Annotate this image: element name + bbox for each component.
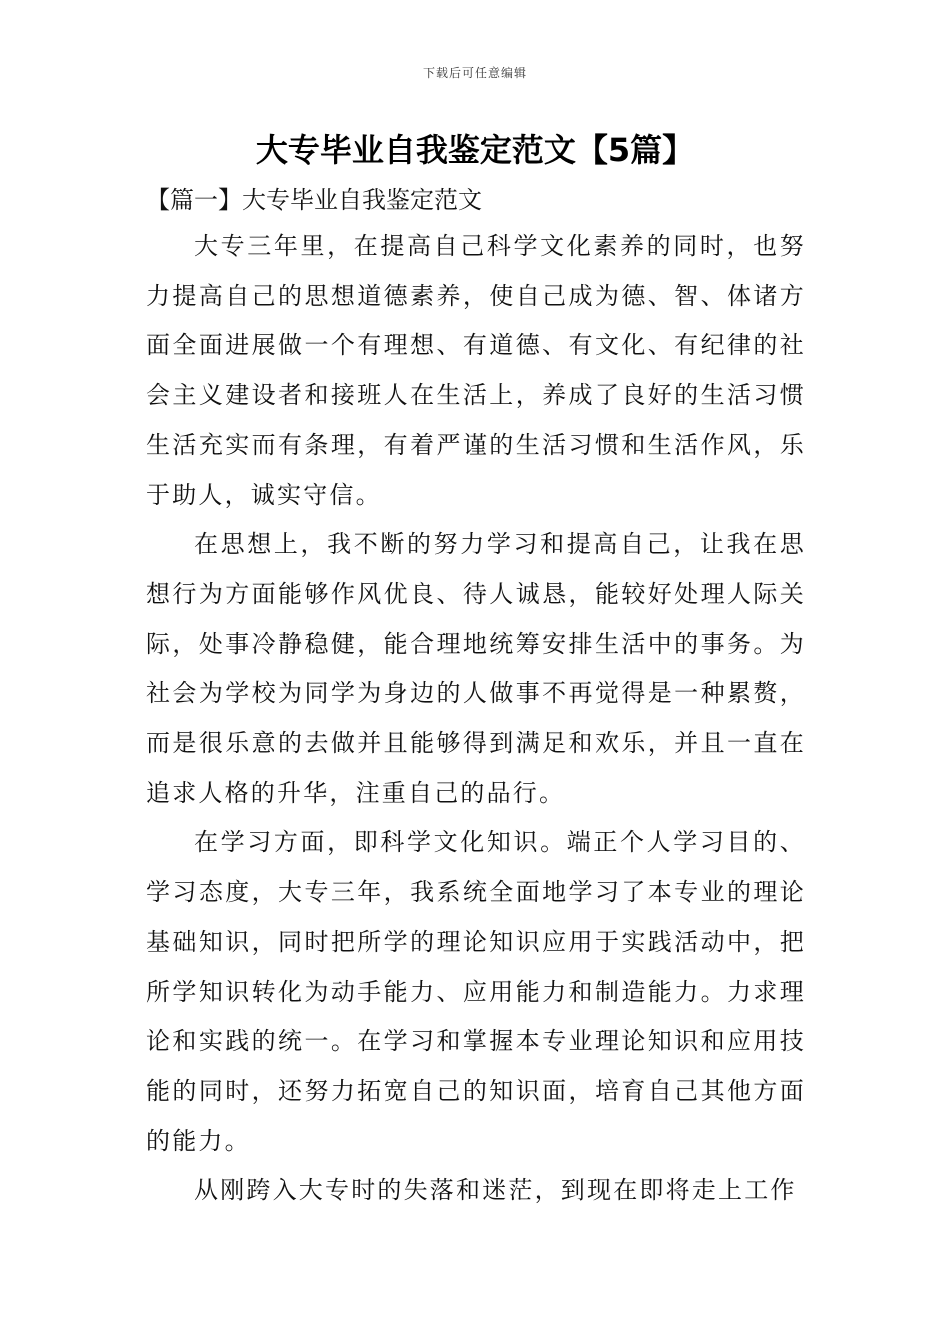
section-heading: 【篇一】大专毕业自我鉴定范文 (146, 186, 482, 214)
paragraph-3: 在学习方面，即科学文化知识。端正个人学习目的、学习态度，大专三年，我系统全面地学习了本专业的理论基础知识，同时把所学的理论知识应用于实践活动中，把所学知识转化为动手能力、应用能力和制造能力。力求理论和实践的统一。在学习和掌握本专业理论知识和应用技能的同时，还努力拓宽自己的知识面，培育自己其他方面的能力。 (146, 828, 806, 1155)
paragraph-4: 从刚跨入大专时的失落和迷茫，到现在即将走上工作 (194, 1176, 797, 1205)
paragraph-2: 在思想上，我不断的努力学习和提高自己，让我在思想行为方面能够作风优良、待人诚恳，能较好处理人际关际，处事冷静稳健，能合理地统筹安排生活中的事务。为社会为学校为同学为身边的人做事不再觉得是一种累赘，而是很乐意的去做并且能够得到满足和欢乐，并且一直在追求人格的升华，注重自己的品行。 (146, 530, 806, 807)
paragraph-1: 大专三年里，在提高自己科学文化素养的同时，也努力提高自己的思想道德素养，使自己成为德、智、体诸方面全面进展做一个有理想、有道德、有文化、有纪律的社会主义建设者和接班人在生活上，养成了良好的生活习惯生活充实而有条理，有着严谨的生活习惯和生活作风，乐于助人，诚实守信。 (146, 232, 806, 509)
header-note: 下载后可任意编辑 (422, 66, 527, 80)
document-body (146, 222, 806, 1216)
document-title: 大专毕业自我鉴定范文【5篇】 (255, 131, 695, 169)
